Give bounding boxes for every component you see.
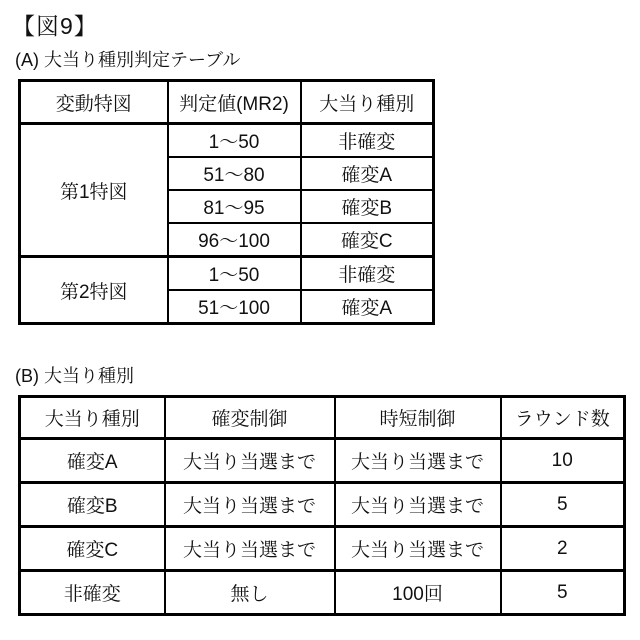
table-b-header-probability-control: 確変制御: [165, 397, 335, 439]
table-cell: 81〜95: [168, 190, 301, 223]
table-cell: 5: [501, 571, 625, 615]
table-cell: 大当り当選まで: [335, 527, 501, 571]
table-cell: 確変A: [20, 439, 165, 483]
table-cell: 非確変: [301, 257, 434, 291]
table-cell: 非確変: [20, 571, 165, 615]
table-cell: 確変B: [301, 190, 434, 223]
table-cell: 大当り当選まで: [335, 483, 501, 527]
table-a-header-jackpot-type: 大当り種別: [301, 81, 434, 124]
table-cell: 大当り当選まで: [165, 483, 335, 527]
table-a-header-fluctuation: 変動特図: [20, 81, 168, 124]
table-cell: 確変A: [301, 290, 434, 324]
table-cell: 1〜50: [168, 124, 301, 158]
table-cell: 大当り当選まで: [165, 439, 335, 483]
figure-label: 【図9】: [12, 13, 98, 39]
table-b-header-round-count: ラウンド数: [501, 397, 625, 439]
table-b-caption: (B) 大当り種別: [15, 366, 134, 386]
table-cell: 10: [501, 439, 625, 483]
table-a-header-judgment-value: 判定値(MR2): [168, 81, 301, 124]
table-a-header-row: [20, 81, 434, 124]
table-row: [20, 571, 625, 615]
table-cell: 96〜100: [168, 223, 301, 257]
table-cell: 100回: [335, 571, 501, 615]
table-b-header-row: [20, 397, 625, 439]
table-cell: 大当り当選まで: [335, 439, 501, 483]
table-cell: 無し: [165, 571, 335, 615]
table-cell: 5: [501, 483, 625, 527]
table-cell: 1〜50: [168, 257, 301, 291]
table-cell: 2: [501, 527, 625, 571]
group-label-cell: 第1特図: [20, 124, 168, 257]
table-cell: 確変C: [20, 527, 165, 571]
table-cell: 確変C: [301, 223, 434, 257]
table-cell: 51〜100: [168, 290, 301, 324]
table-a-caption: (A) 大当り種別判定テーブル: [15, 50, 241, 70]
table-cell: 確変A: [301, 157, 434, 190]
table-b-header-jackpot-type: 大当り種別: [20, 397, 165, 439]
jackpot-type-determination-table: [18, 79, 435, 325]
table-cell: 51〜80: [168, 157, 301, 190]
table-b-header-time-reduction-control: 時短制御: [335, 397, 501, 439]
table-cell: 確変B: [20, 483, 165, 527]
jackpot-type-detail-table: [18, 395, 626, 616]
table-cell: 大当り当選まで: [165, 527, 335, 571]
table-row: [20, 527, 625, 571]
table-row: [20, 257, 434, 291]
group-label-cell: 第2特図: [20, 257, 168, 324]
table-row: [20, 483, 625, 527]
table-cell: 非確変: [301, 124, 434, 158]
table-row: [20, 439, 625, 483]
table-row: [20, 124, 434, 158]
